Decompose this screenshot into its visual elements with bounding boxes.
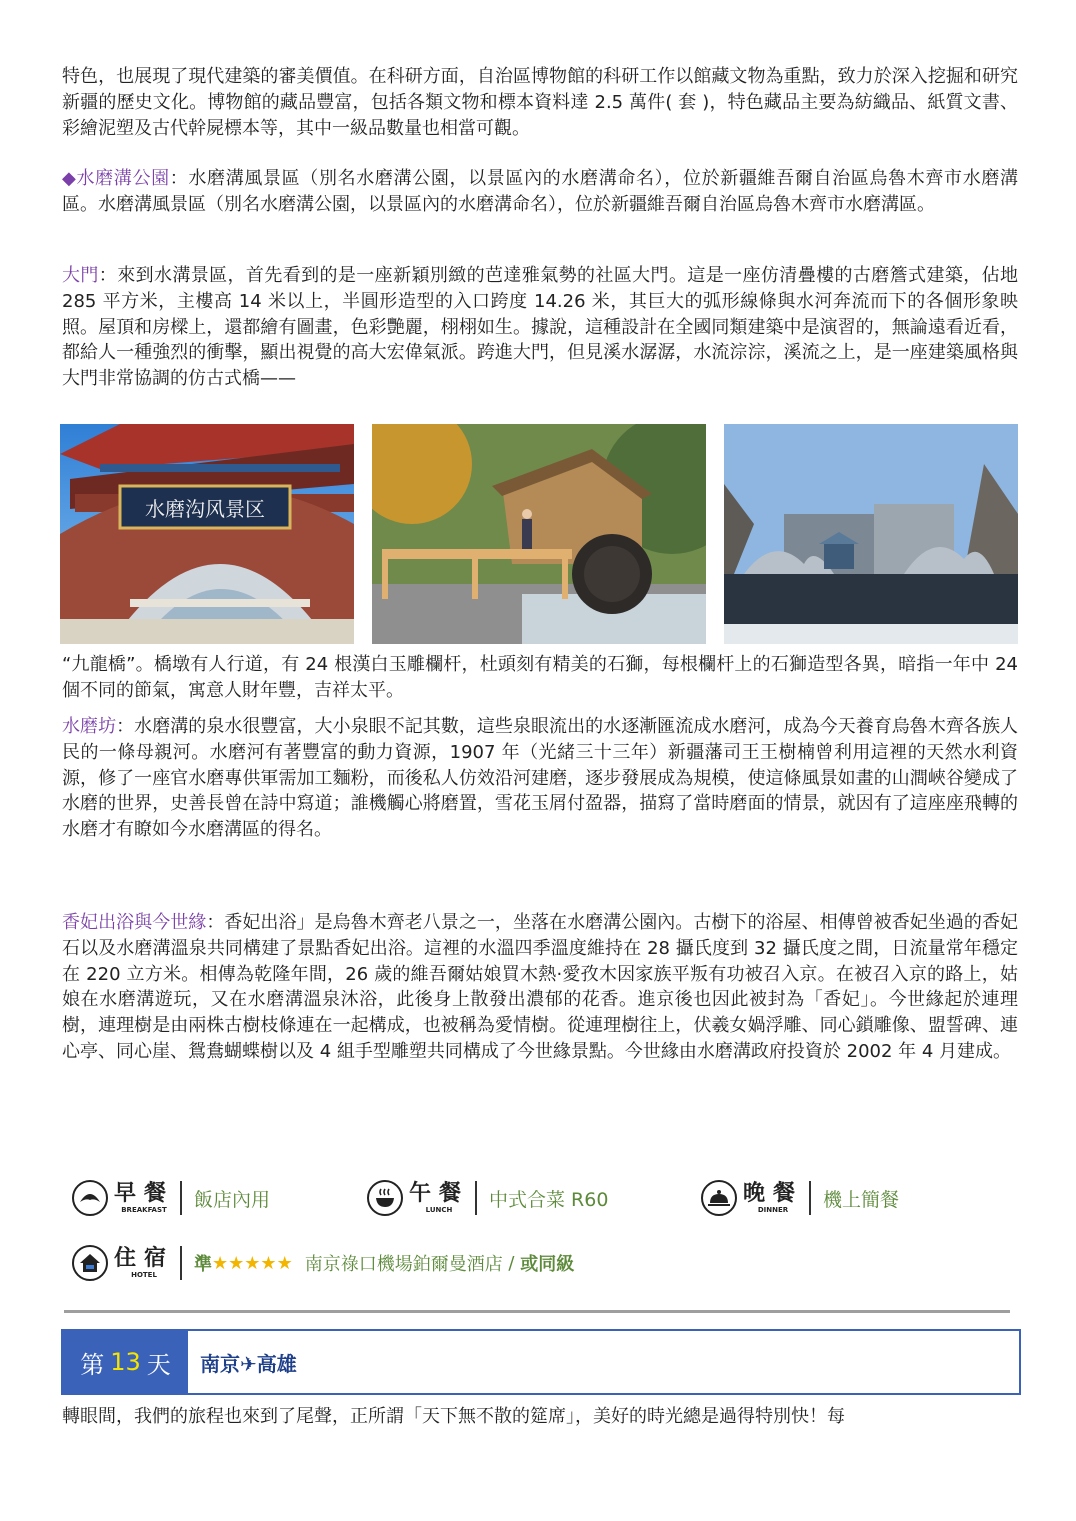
breakfast-value: 飯店內用: [194, 1188, 271, 1211]
breakfast-label: 早餐: [114, 1180, 175, 1206]
hotel-grade: 準: [194, 1254, 213, 1275]
hotel-alternative: 或同級: [520, 1254, 575, 1275]
park-heading: ◆水磨溝公園: [62, 168, 170, 189]
paragraph-mill: [62, 714, 1018, 843]
dinner-value: 機上簡餐: [823, 1188, 900, 1211]
dinner-info: [701, 1180, 899, 1216]
day-header: [61, 1329, 1021, 1395]
gate-sign-text: 水磨沟风景区: [145, 497, 265, 521]
paragraph-closing: 轉眼間，我們的旅程也來到了尾聲，正所謂「天下無不散的筵席」，美好的時光總是過得特別快！每: [62, 1406, 845, 1427]
hotel-separator: /: [502, 1252, 521, 1274]
lunch-en: LUNCH: [425, 1205, 453, 1214]
mill-text: ：水磨溝的泉水很豐富，大小泉眼不記其數，這些泉眼流出的水逐漸匯流成水磨河，成為今天養育烏魯木齊各族人民的一條母親河。水磨河有著豐富的動力資源，1907 年（光緒三十三年）新疆藩司王王樹楠曾利用這裡的天然水利資源，修了一座官水磨專供軍需加工麵粉，而後私人仿效沿河建磨，逐步發展成為規模，使這條風景如畫的山澗峽谷變成了水磨的世界，史善長曾在詩中寫道；誰機觸心將磨置，雪花玉屑付盈器，描寫了當時磨面的情景，就因有了這座座飛轉的水磨才有瞭如今水磨溝區的得名。: [62, 716, 1019, 841]
dinner-label: 晚餐: [743, 1180, 804, 1206]
day-prefix: 第: [80, 1350, 105, 1379]
paragraph-gate: [62, 263, 1018, 392]
day-badge: [63, 1331, 188, 1393]
day-number: 13: [110, 1348, 141, 1376]
paragraph-bridge: “九龍橋”。橋墩有人行道，有 24 根漢白玉雕欄杆，杜頭刻有精美的石獅，每根欄杆上的石獅造型各異，暗指一年中 24 個不同的節氣，寓意人財年豐，吉祥太平。: [62, 654, 1018, 701]
lunch-info: [367, 1180, 608, 1216]
gate-heading: 大門: [62, 265, 99, 286]
day-route: 南京✈高雄: [200, 1351, 297, 1376]
dinner-en: DINNER: [757, 1205, 789, 1214]
hotel-info: [72, 1245, 574, 1281]
hotel-label: 住宿: [114, 1245, 175, 1271]
paragraph-fragrant: [62, 910, 1018, 1065]
day-suffix: 天: [146, 1350, 171, 1379]
lunch-label: 午餐: [409, 1180, 470, 1206]
section-divider: [64, 1310, 1010, 1313]
soup-bowl-icon: [367, 1180, 403, 1216]
paragraph-park: [62, 166, 1018, 218]
house-icon: [72, 1245, 108, 1281]
croissant-icon: [72, 1180, 108, 1216]
paragraph-museum: 特色，也展現了現代建築的審美價值。在科研方面，自治區博物館的科研工作以館藏文物為重點，致力於深入挖掘和研究新疆的歷史文化。博物館的藏品豐富，包括各類文物和標本資料達 2.5 萬件( 套 )，特色藏品主要為紡織品、紙質文書、彩繪泥塑及古代幹屍標本等，其中一級品數量也相當可觀。: [62, 66, 1018, 139]
mill-heading: 水磨坊: [62, 716, 117, 737]
gate-text: ：來到水溝景區，首先看到的是一座新穎別緻的芭達雅氣勢的社區大門。這是一座仿清疊樓的古磨簷式建築，佔地 285 平方米，主樓高 14 米以上，半圓形造型的入口跨度 14.26 米，其巨大的弧形線條與水河奔流而下的各個形象映照。屋頂和房樑上，還都繪有圖畫，色彩艷麗，栩栩如生。據說，這種設計在全國同類建築中是演習的，無論遠看近看，都給人一種強烈的衝擊，顯出視覺的高大宏偉氣派。跨進大門，但見溪水潺潺，水流淙淙，溪流之上，是一座建築風格與大門非常協調的仿古式橋——: [62, 265, 1019, 390]
hotel-stars: ★★★★★: [212, 1252, 293, 1274]
fragrant-heading: 香妃出浴與今世緣: [62, 912, 207, 933]
cloche-icon: [701, 1180, 737, 1216]
photo-strip: [60, 424, 1018, 644]
hotel-name: 南京祿口機場鉑爾曼酒店: [304, 1254, 503, 1275]
breakfast-info: [72, 1180, 270, 1216]
park-text: ：水磨溝風景區（別名水磨溝公園，以景區內的水磨溝命名），位於新疆維吾爾自治區烏魯木齊市水磨溝區。水磨溝風景區（別名水磨溝公園，以景區內的水磨溝命名），位於新疆維吾爾自治區烏魯木齊市水磨溝區。: [62, 168, 1019, 215]
lunch-value: 中式合菜 R60: [489, 1188, 609, 1211]
breakfast-en: BREAKFAST: [121, 1205, 167, 1214]
hotel-en: HOTEL: [131, 1270, 157, 1279]
gate-photo: [60, 424, 354, 644]
watermill-photo: [372, 424, 706, 644]
fragrant-text: ：香妃出浴」是烏魯木齊老八景之一，坐落在水磨溝公園內。古樹下的浴屋、相傳曾被香妃坐過的香妃石以及水磨溝溫泉共同構建了景點香妃出浴。這裡的水溫四季溫度維持在 28 攝氏度到 32 攝氏度之間，日流量常年穩定在 220 立方米。相傳為乾隆年間，26 歲的維吾爾姑娘買木熱·愛孜木因家族平叛有功被召入京。在被召入京的路上，姑娘在水磨溝遊玩，又在水磨溝溫泉沐浴，此後身上散發出濃郁的花香。進京後也因此被封為「香妃」。今世緣起於連理樹，連理樹是由兩株古樹枝條連在一起構成，也被稱為愛情樹。從連理樹往上，伏羲女媧浮雕、同心鎖雕像、盟誓碑、連心亭、同心崖、鴛鴦蝴蝶樹以及 4 組手型雕塑共同構成了今世緣景點。今世緣由水磨溝政府投資於 2002 年 4 月建成。: [62, 912, 1019, 1062]
dragon-pond-photo: [724, 424, 1018, 644]
